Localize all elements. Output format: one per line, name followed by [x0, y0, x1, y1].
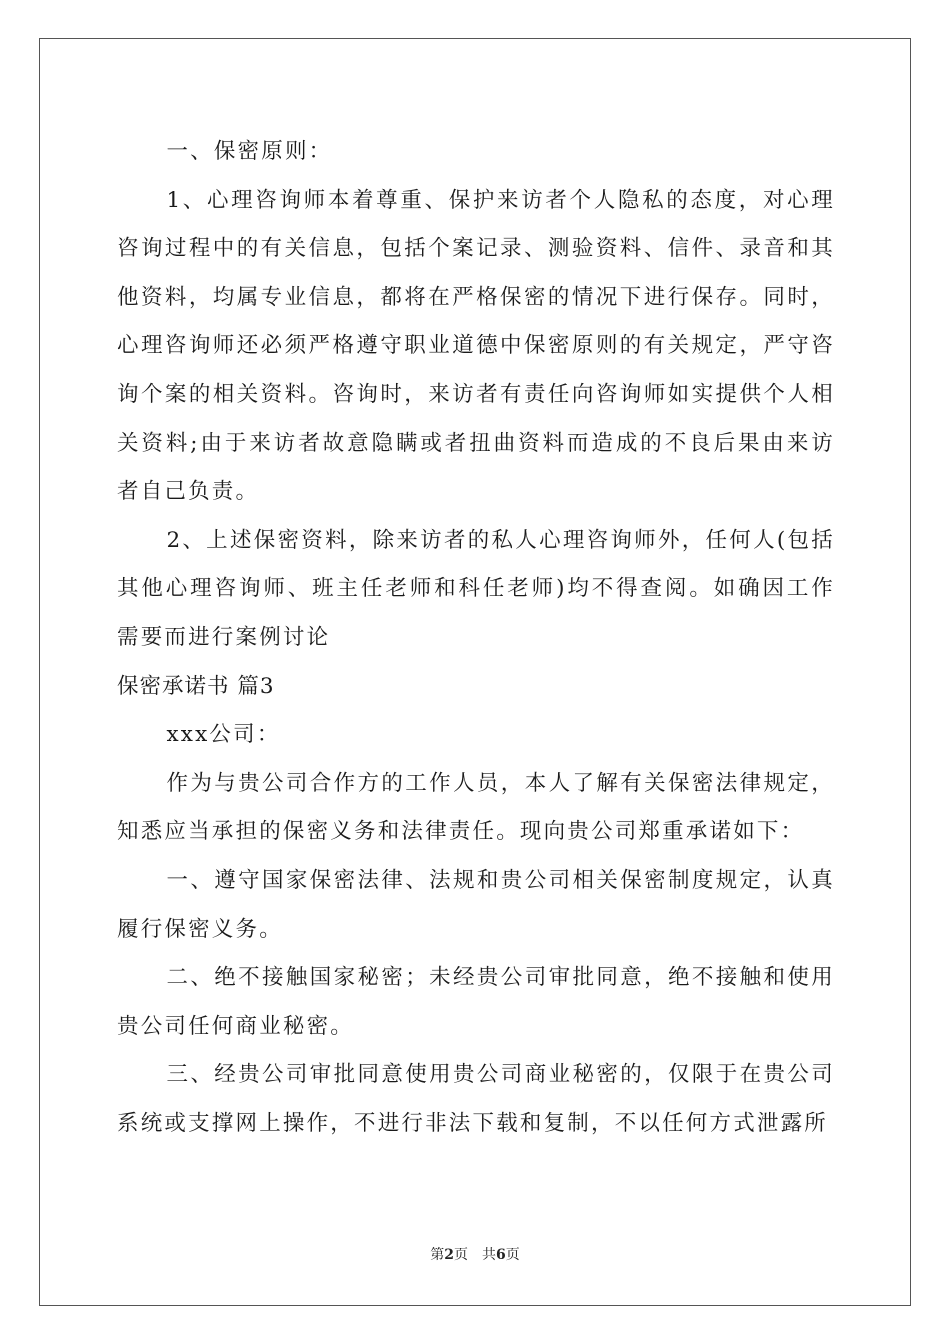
paragraph-intro: 作为与贵公司合作方的工作人员，本人了解有关保密法律规定，知悉应当承担的保密义务和法律责任。现向贵公司郑重承诺如下： [117, 770, 835, 845]
section-heading-confidentiality-principle: 一、保密原则： [166, 139, 333, 164]
paragraph-pledge-3: 三、经贵公司审批同意使用贵公司商业秘密的，仅限于在贵公司系统或支撑网上操作，不进行非法下载和复制，不以任何方式泄露所 [117, 1062, 835, 1136]
document-title-pledge-3: 保密承诺书 篇3 [117, 673, 275, 699]
paragraph-pledge-1: 一、遵守国家保密法律、法规和贵公司相关保密制度规定，认真履行保密义务。 [117, 867, 835, 942]
total-pages-suffix: 页 [505, 1247, 520, 1263]
current-page-number: 2 [444, 1247, 454, 1263]
total-pages-number: 6 [496, 1247, 506, 1263]
page-number-suffix: 页 [454, 1247, 468, 1263]
total-pages-prefix: 共 [482, 1247, 496, 1263]
paragraph-clause-1: 1、心理咨询师本着尊重、保护来访者个人隐私的态度，对心理咨询过程中的有关信息，包括个案记录、测验资料、信件、录音和其他资料，均属专业信息，都将在严格保密的情况下进行保存。同时，心理咨询师还必须严格遵守职业道德中保密原则的有关规定，严守咨询个案的相关资料。咨询时，来访者有责任向咨询师如实提供个人相关资料;由于来访者故意隐瞒或者扭曲资料而造成的不良后果由来访者自己负责。 [117, 187, 835, 505]
paragraph-pledge-2: 二、绝不接触国家秘密；未经贵公司审批同意，绝不接触和使用贵公司任何商业秘密。 [117, 965, 835, 1039]
salutation: xxx公司： [166, 722, 281, 748]
page-footer [0, 1244, 950, 1264]
document-body [117, 128, 835, 1148]
paragraph-clause-2: 2、上述保密资料，除来访者的私人心理咨询师外，任何人(包括其他心理咨询师、班主任老师和科任老师)均不得查阅。如确因工作需要而进行案例讨论 [117, 527, 835, 650]
page-number-prefix: 第 [430, 1247, 445, 1263]
